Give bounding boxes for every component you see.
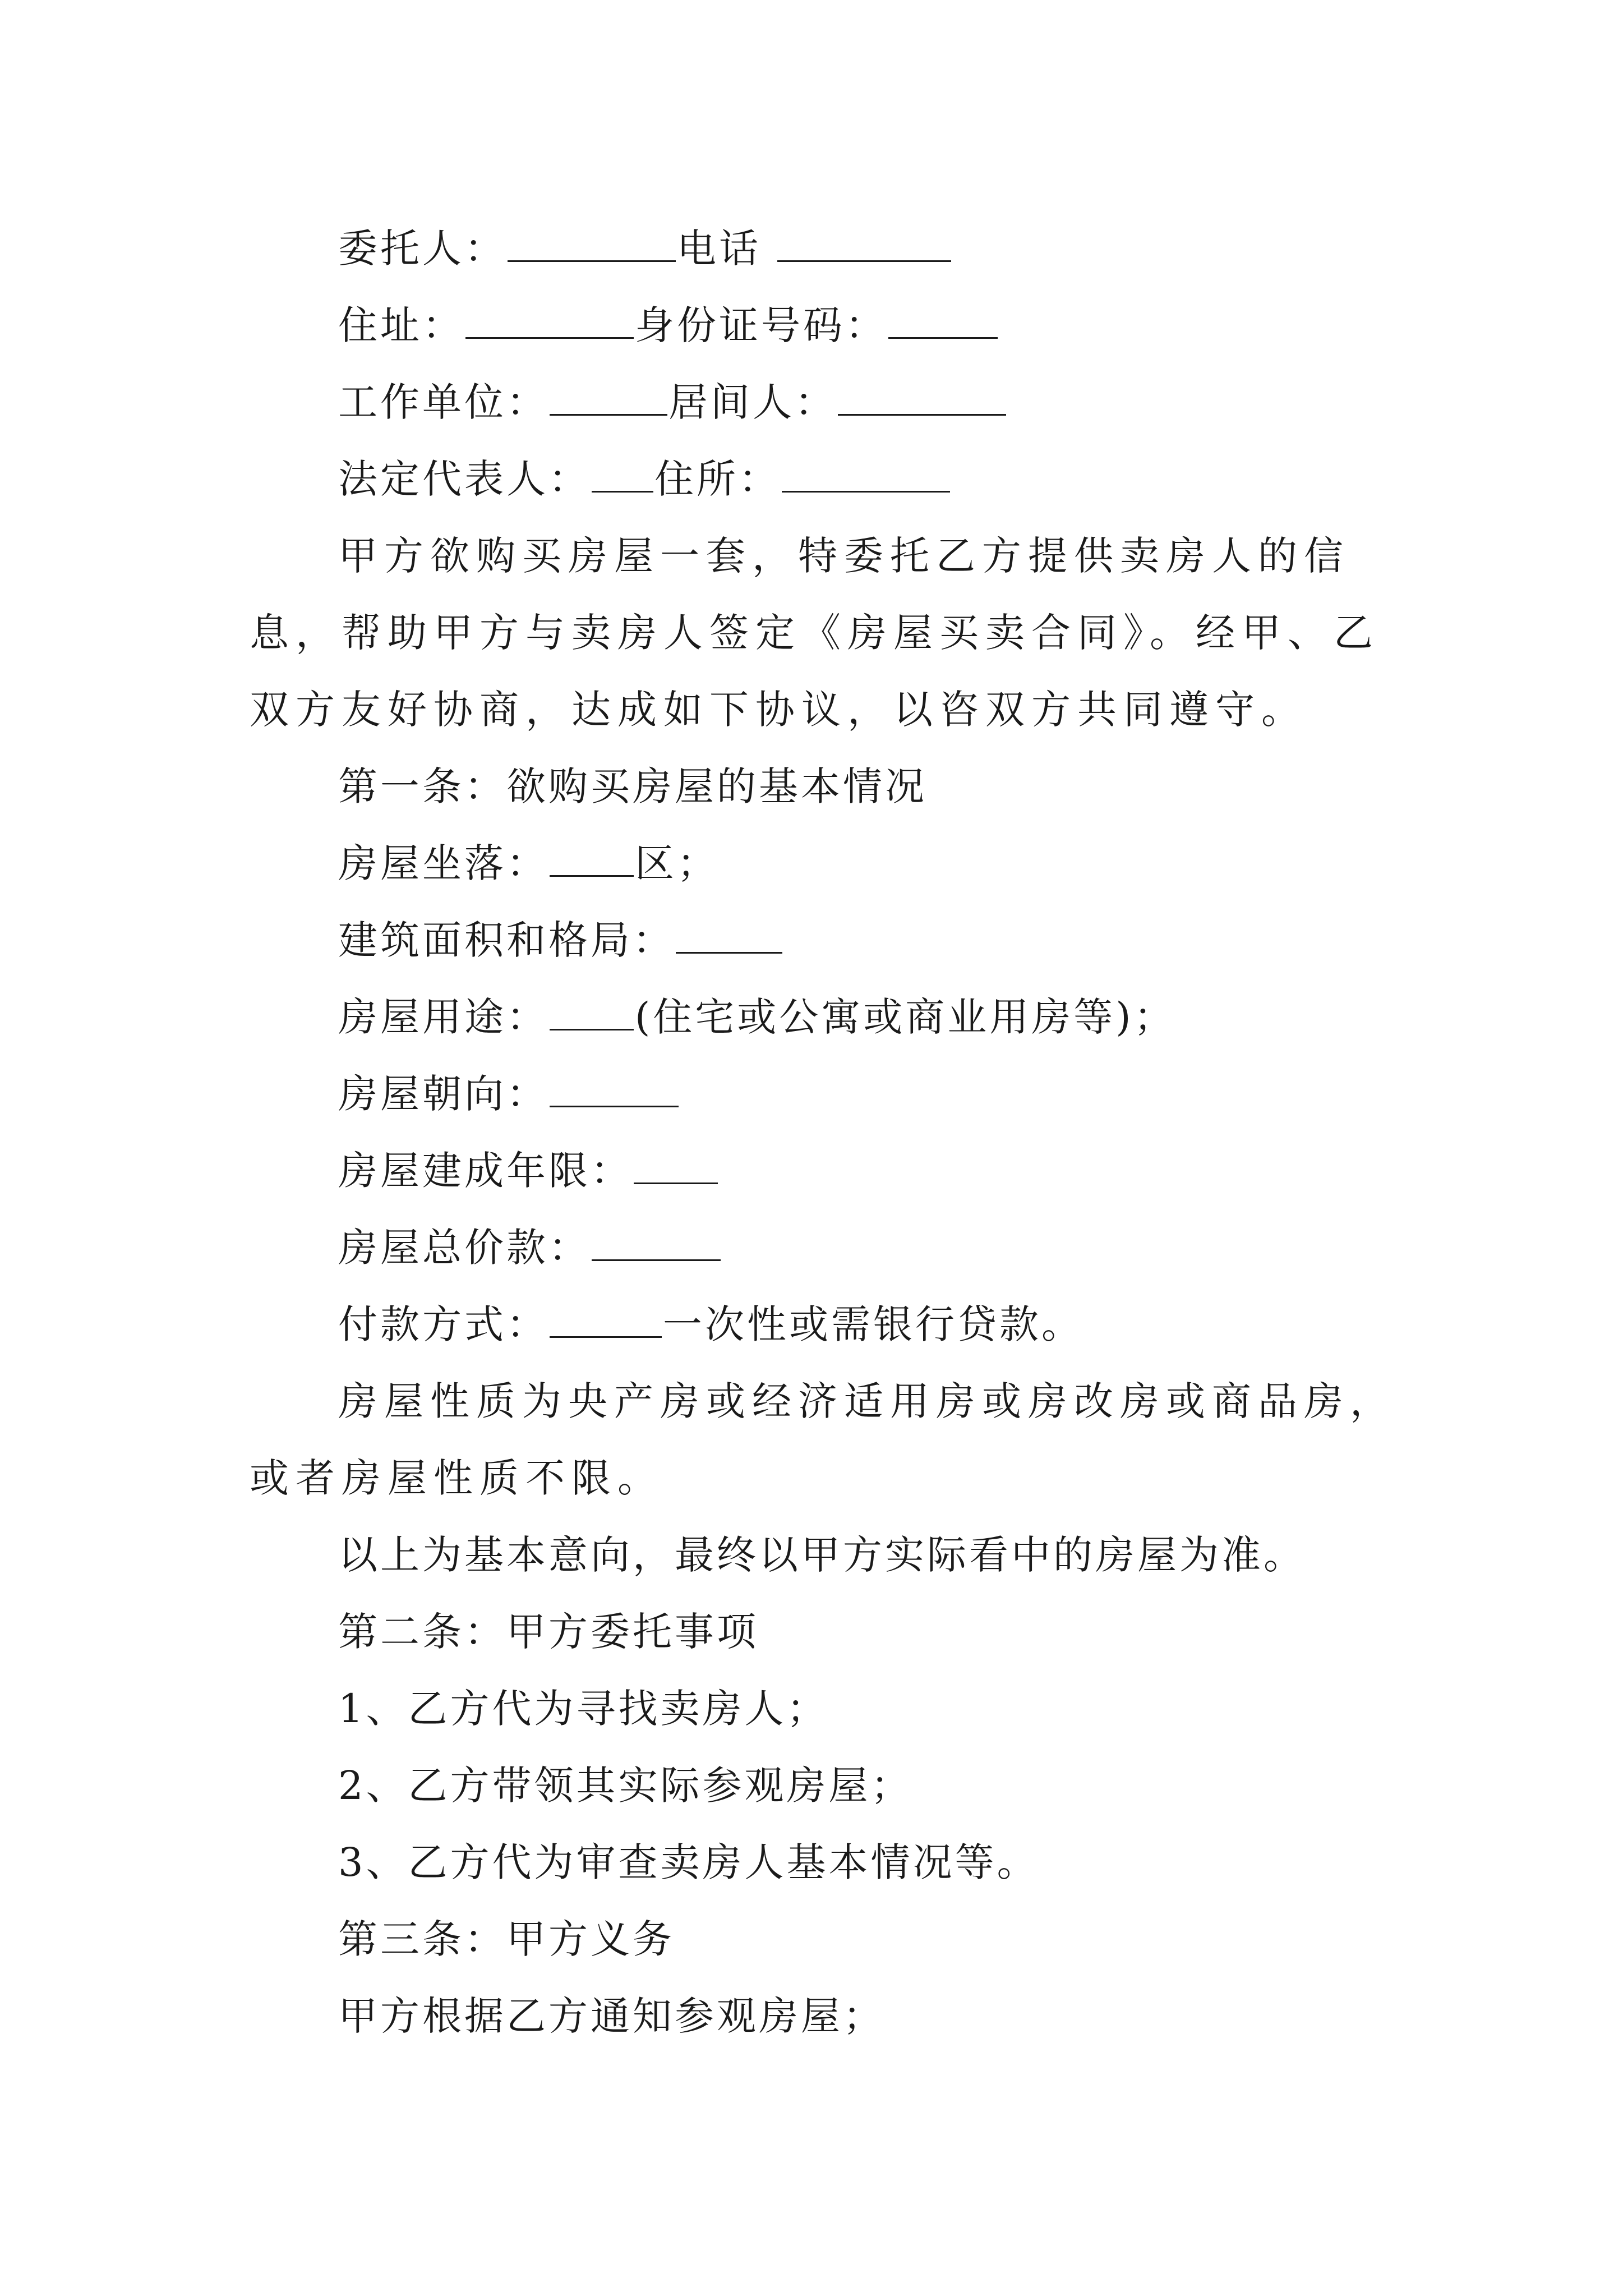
- legal-rep-label: 法定代表人：: [338, 456, 591, 502]
- price-blank: [592, 1225, 721, 1261]
- basis-paragraph: 以上为基本意向，最终以甲方实际看中的房屋为准。: [338, 1532, 1306, 1578]
- area-blank: [676, 917, 782, 954]
- payment-suffix: 一次性或需银行贷款。: [663, 1301, 1083, 1347]
- orientation-label: 房屋朝向：: [338, 1071, 548, 1117]
- list-item: 3、乙方代为审查卖房人基本情况等。: [338, 1839, 1039, 1885]
- usage-blank: [550, 994, 634, 1030]
- phone-blank: [777, 226, 951, 262]
- intermediary-label: 居间人：: [668, 379, 837, 425]
- document-body: [250, 210, 1399, 2055]
- nature-paragraph: 房屋性质为央产房或经济适用房或房改房或商品房，或者房屋性质不限。: [250, 1378, 1396, 1501]
- payment-line: [250, 1286, 1399, 1363]
- phone-label: 电话: [677, 226, 761, 272]
- article-2-heading: 第二条：甲方委托事项: [338, 1609, 759, 1655]
- legal-rep-line: [250, 441, 1399, 518]
- id-number-label: 身份证号码：: [635, 302, 887, 348]
- orientation-blank: [550, 1071, 679, 1107]
- domicile-label: 住所：: [654, 456, 781, 502]
- id-number-blank: [888, 302, 998, 339]
- usage-label: 房屋用途：: [338, 994, 548, 1040]
- location-line: [250, 825, 1399, 902]
- usage-suffix: (住宅或公寓或商业用房等)；: [635, 994, 1176, 1040]
- client-line: [250, 210, 1399, 287]
- age-label: 房屋建成年限：: [338, 1148, 633, 1194]
- employer-label: 工作单位：: [338, 379, 548, 425]
- age-line: [250, 1133, 1399, 1209]
- location-blank: [550, 840, 634, 877]
- address-line: [250, 287, 1399, 364]
- article-1-heading: 第一条：欲购买房屋的基本情况: [338, 763, 927, 809]
- list-item: 2、乙方带领其实际参观房屋；: [338, 1763, 913, 1809]
- list-item: 1、乙方代为寻找卖房人；: [338, 1686, 829, 1732]
- area-line: [250, 902, 1399, 979]
- list-item: 甲方根据乙方通知参观房屋；: [338, 1993, 885, 2039]
- location-suffix: 区；: [635, 840, 719, 886]
- client-label: 委托人：: [338, 226, 506, 272]
- domicile-blank: [782, 456, 950, 493]
- price-line: [250, 1209, 1399, 1286]
- legal-rep-blank: [592, 456, 653, 493]
- address-label: 住址：: [338, 302, 464, 348]
- orientation-line: [250, 1056, 1399, 1133]
- employer-blank: [550, 379, 667, 416]
- article-3-heading: 第三条：甲方义务: [338, 1916, 675, 1962]
- client-blank: [508, 226, 676, 262]
- intro-paragraph: 甲方欲购买房屋一套，特委托乙方提供卖房人的信息，帮助甲方与卖房人签定《房屋买卖合同》。经甲、乙双方友好协商，达成如下协议，以咨双方共同遵守。: [250, 533, 1380, 733]
- intermediary-blank: [838, 379, 1006, 416]
- price-label: 房屋总价款：: [338, 1225, 591, 1271]
- payment-blank: [550, 1301, 662, 1338]
- location-label: 房屋坐落：: [338, 840, 548, 886]
- usage-line: [250, 979, 1399, 1056]
- age-blank: [634, 1148, 718, 1184]
- employer-line: [250, 364, 1399, 441]
- address-blank: [465, 302, 634, 339]
- payment-label: 付款方式：: [338, 1301, 548, 1347]
- area-label: 建筑面积和格局：: [338, 917, 675, 963]
